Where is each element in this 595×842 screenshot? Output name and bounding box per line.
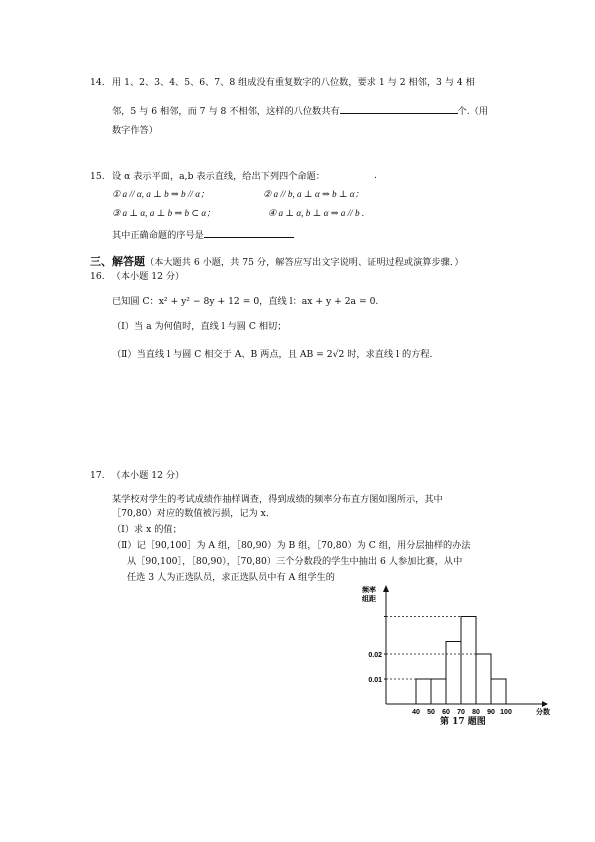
q14-line2-pre: 邻，5 与 6 相邻，而 7 与 8 不相邻，这样的八位数共有 [112,106,340,117]
q14-line2-post: 个.（用 [457,106,489,117]
y-tick-label: 0.01 [368,677,382,684]
section3-title: 三、解答题 [90,255,145,268]
q17-part2-line2: 从［90,100］，［80,90），［70,80）三个分数段的学生中抽出 6 人参加比赛，从中 [127,556,463,567]
histogram-bar [476,654,491,704]
x-tick-label: 80 [472,709,480,716]
histogram-bar [431,679,446,704]
q16-number: 16. [90,271,105,282]
q15-answer-line [112,228,294,240]
q17-number: 17. [90,470,105,481]
q15-proposition-4: ④ a ⊥ α, b ⊥ α ⇒ a // b . [268,208,365,218]
figure-caption: 第 17 题图 [440,717,486,727]
x-tick-label: 60 [442,709,450,716]
q14-number: 14. [90,77,105,88]
y-tick-label: 0.02 [368,652,382,659]
section3-desc: （本大题共 6 小题，共 75 分，解答应写出文字说明、证明过程或演算步骤．） [145,257,464,268]
x-tick-label: 90 [487,709,495,716]
q15-proposition-3: ③ a ⊥ α, a ⊥ b ⇒ b ⊂ α； [112,208,216,218]
q16-part2: （Ⅱ）当直线 l 与圆 C 相交于 A、B 两点，且 AB = 2√2 时，求直线 l 的方程. [112,349,433,360]
q15-number: 15. [90,171,105,182]
q17-part2-line3: 任选 3 人为正选队员，求正选队员中有 A 组学生的 [127,572,335,583]
y-axis-label-line2: 组距 [362,596,376,603]
q17-line2: ［70,80）对应的数值被污损，记为 x． [112,508,276,519]
q15-stray-dot: . [374,170,377,181]
q17-part2-line1: （Ⅱ）记［90,100］为 A 组，［80,90）为 B 组，［70,80）为 C 组，用分层抽样的办法 [112,540,471,551]
x-tick-label: 40 [412,709,420,716]
q17-points: （本小题 12 分） [111,470,185,481]
q16-points: （本小题 12 分） [111,271,185,282]
q17-part1: （Ⅰ）求 x 的值； [112,524,182,535]
histogram-bar [416,679,431,704]
q14-line2 [112,104,488,116]
q15-proposition-1: ① a // α, a ⊥ b ⇒ b // α； [112,189,210,199]
histogram-bar [446,642,461,705]
q14-line3: 数字作答） [112,125,158,136]
q15-intro: 设 α 表示平面，a,b 表示直线，给出下列四个命题： [112,171,325,182]
x-axis-arrow [542,701,548,707]
y-axis-label-line1: 频率 [362,587,376,594]
x-tick-label: 50 [427,709,435,716]
x-tick-label: 100 [500,709,512,716]
x-tick-label: 70 [457,709,465,716]
y-axis-arrow [383,585,389,592]
histogram-bar [461,617,476,705]
q15-answer-label: 其中正确命题的序号是 [112,230,204,241]
q17-line1: 某学校对学生的考试成绩作抽样调查，得到成绩的频率分布直方图如图所示，其中 [112,494,443,505]
histogram-bar [491,679,506,704]
q14-line1: 用 1、2、3、4、5、6、7、8 组成没有重复数字的八位数，要求 1 与 2 相邻，3 与 4 相 [112,77,475,88]
section3-heading [90,256,464,267]
q17-header [90,471,184,480]
q15-answer-blank [204,228,294,238]
q16-part1: （Ⅰ）当 a 为何值时，直线 l 与圆 C 相切； [112,321,287,332]
x-axis-label: 分数 [536,709,550,716]
q15-proposition-2: ② a // b, a ⊥ α ⇒ b ⊥ α； [263,189,364,199]
q14-answer-blank [340,104,458,114]
q16-header [90,272,184,281]
q16-given: 已知圆 C：x² + y² − 8y + 12 = 0，直线 l：ax + y + 2a = 0. [112,296,379,307]
